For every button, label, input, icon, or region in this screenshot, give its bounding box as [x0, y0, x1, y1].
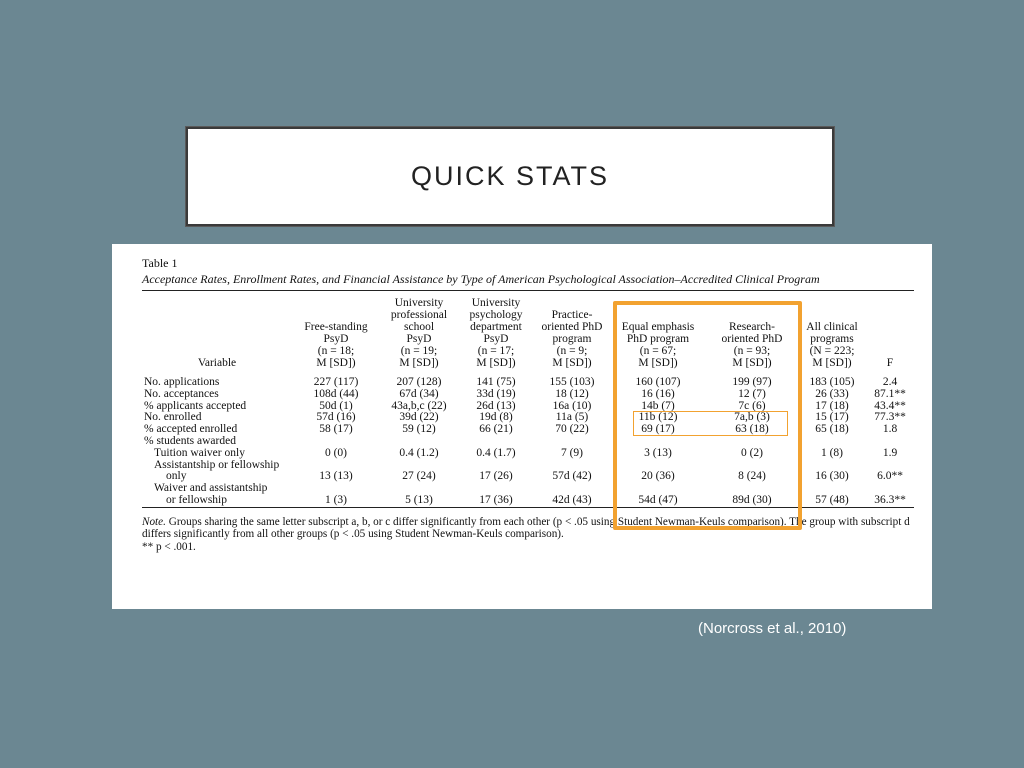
table-cell: 57 (48) [815, 493, 849, 506]
table-cell: 26d (13) [476, 399, 516, 412]
table-cell: 3 (13) [644, 446, 672, 459]
table-caption: Acceptance Rates, Enrollment Rates, and Financial Assistance by Type of American Psychological Association–Accredited Clinical Program [142, 272, 820, 286]
row-label: % accepted enrolled [144, 423, 238, 436]
table-cell: 1 (8) [820, 446, 844, 459]
table-cell: 12 (7) [738, 387, 766, 400]
table-cell: 8 (24) [738, 470, 766, 483]
table-cell: 6.0** [877, 470, 903, 483]
table-cell: 59 (12) [402, 423, 436, 436]
table-cell: 141 (75) [476, 376, 516, 388]
row-label: Tuition waiver only [154, 446, 245, 459]
table-cell: 108d (44) [313, 387, 359, 400]
table-cell: 2.4 [882, 376, 898, 388]
row-label: No. acceptances [144, 387, 219, 400]
table-cell: 65 (18) [815, 423, 849, 436]
table-cell: 1 (3) [324, 493, 348, 506]
table-cell: 1.9 [882, 446, 898, 459]
table-cell: 183 (105) [809, 376, 855, 388]
row-label: or fellowship [166, 493, 228, 506]
column-header-4: Practice- oriented PhD program (n = 9; M [SD]) [541, 309, 603, 369]
row-label: only [166, 470, 187, 483]
table-cell: 17 (26) [479, 470, 513, 483]
table-cell: 155 (103) [549, 376, 595, 388]
note-label: Note. [142, 515, 166, 528]
citation: (Norcross et al., 2010) [698, 620, 847, 637]
table-cell: 58 (17) [319, 423, 353, 436]
table-label: Table 1 [142, 256, 178, 270]
table-cell: 16 (30) [815, 470, 849, 483]
table-cell: 70 (22) [555, 423, 589, 436]
column-header-1: Free-standing PsyD (n = 18; M [SD]) [304, 321, 368, 369]
column-header-3: University psychology department PsyD (n = 17; M [SD]) [469, 297, 523, 369]
table-cell: 1.8 [882, 423, 898, 436]
table-cell: 57d (42) [552, 470, 592, 483]
table-cell [798, 436, 866, 448]
table-cell [458, 436, 534, 448]
table-cell: 66 (21) [479, 423, 513, 436]
table-cell: 33d (19) [476, 387, 516, 400]
table-cell: 50d (1) [319, 399, 353, 412]
table-cell: 5 (13) [405, 493, 433, 506]
table-cell [866, 436, 914, 448]
column-header-variable: Variable [197, 357, 237, 369]
table-cell: 26 (33) [815, 387, 849, 400]
table-cell: 199 (97) [732, 376, 772, 388]
table-cell: 11b (12) [638, 411, 678, 424]
table-cell: 54d (47) [638, 493, 678, 506]
note-text: Groups sharing the same letter subscript a, b, or c differ significantly from each other (p < .05 using Student Newman-Keuls comparison). The group with subscript d differs significantly from all other groups (p < .05 using Student Newman-Keuls comparison). [142, 515, 910, 541]
table-cell: 87.1** [874, 387, 906, 400]
table-cell: 227 (117) [313, 376, 359, 388]
table-cell: 27 (24) [402, 470, 436, 483]
table-cell: 7a,b (3) [734, 411, 770, 424]
table-cell: 17 (36) [479, 493, 513, 506]
table-cell: 67d (34) [399, 387, 439, 400]
row-label: % applicants accepted [144, 399, 247, 412]
table-cell: 57d (16) [316, 411, 356, 424]
row-label: Assistantship or fellowship [154, 458, 280, 471]
slide-title: QUICK STATS [410, 161, 609, 191]
column-header-8: F [886, 357, 894, 369]
row-label: No. enrolled [144, 411, 202, 424]
table-cell: 89d (30) [732, 493, 772, 506]
row-label: No. applications [144, 376, 220, 388]
table-cell: 14b (7) [641, 399, 675, 412]
table-cell: 0 (0) [324, 446, 348, 459]
table-cell [380, 436, 458, 448]
table-cell: 36.3** [874, 493, 906, 506]
table-cell: 17 (18) [815, 399, 849, 412]
table-cell: 207 (128) [396, 376, 442, 388]
table-cell [534, 436, 610, 448]
table-cell: 18 (12) [555, 387, 589, 400]
table-cell: 19d (8) [479, 411, 513, 424]
column-header-2: University professional school PsyD (n = 19; M [SD]) [390, 297, 448, 369]
table-cell: 77.3** [874, 411, 906, 424]
note-significance: ** p < .001. [142, 540, 196, 553]
table-cell: 63 (18) [735, 423, 769, 436]
column-header-6: Research- oriented PhD (n = 93; M [SD]) [721, 321, 783, 369]
table-cell: 43.4** [874, 399, 906, 412]
table-cell: 0.4 (1.7) [476, 446, 516, 459]
table-cell: 20 (36) [641, 470, 675, 483]
table-cell: 0 (2) [740, 446, 764, 459]
table-image [112, 244, 932, 609]
table-cell: 15 (17) [815, 411, 849, 424]
table-cell: 39d (22) [399, 411, 439, 424]
table-cell: 42d (43) [552, 493, 592, 506]
table-cell: 43a,b,c (22) [391, 399, 447, 412]
table-cell: 11a (5) [555, 411, 589, 424]
table-cell [292, 436, 380, 448]
title-box [186, 127, 834, 226]
row-label: Waiver and assistantship [154, 482, 268, 495]
table-cell: 16 (16) [641, 387, 675, 400]
table-cell: 7c (6) [738, 399, 766, 412]
highlight-box-acceptance-row [633, 411, 788, 436]
row-label: % students awarded [144, 434, 236, 447]
column-header-5: Equal emphasis PhD program (n = 67; M [SD]) [621, 321, 695, 369]
table-cell: 0.4 (1.2) [399, 446, 439, 459]
column-header-7: All clinical programs (N = 223; M [SD]) [806, 321, 858, 369]
table-cell: 160 (107) [635, 376, 681, 388]
table-cell: 7 (9) [560, 446, 584, 459]
table-cell: 69 (17) [641, 423, 675, 436]
table-cell: 13 (13) [319, 470, 353, 483]
table-cell: 16a (10) [552, 399, 592, 412]
